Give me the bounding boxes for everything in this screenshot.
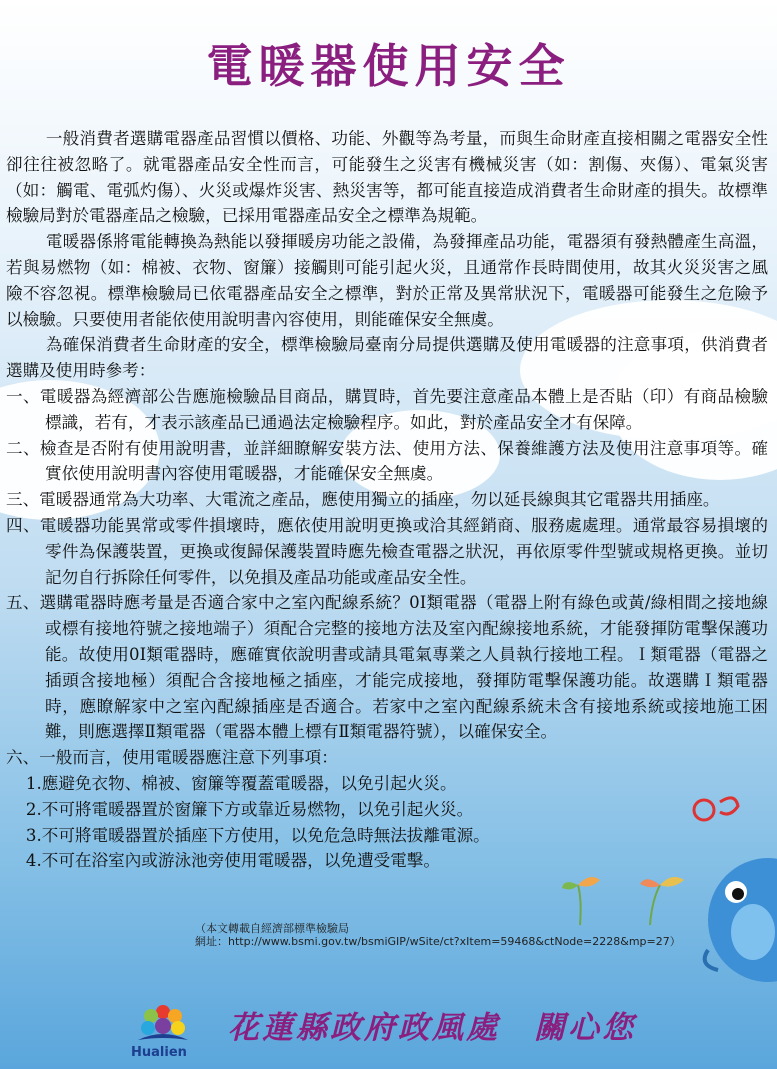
blue-bird-icon <box>698 840 777 1000</box>
list-item: 四、電暖器功能異常或零件損壞時，應依使用說明更換或洽其經銷商、服務處處理。通常最容易損壞的零件為保護裝置，更換或復歸保護裝置時應先檢查電器之狀況，再依原零件型號或規格更換。並切記勿自行拆除任何零件，以免損及產品功能或產品安全性。 <box>6 515 768 587</box>
article-body <box>6 126 768 874</box>
sub-list-item: 2.不可將電暖器置於窗簾下方或靠近易燃物，以免引起火災。 <box>25 799 474 819</box>
list-item: 三、電暖器通常為大功率、大電流之產品，應使用獨立的插座，勿以延長線與其它電器共用插座。 <box>6 490 720 510</box>
intro-paragraph: 一般消費者選購電器產品習慣以價格、功能、外觀等為考量，而與生命財產直接相關之電器安全性卻往往被忽略了。就電器產品安全性而言，可能發生之災害有機械災害（如：割傷、夾傷）、電氣災害（如：觸電、電弧灼傷）、火災或爆炸災害、熱災害等，都可能直接造成消費者生命財產的損失。故標準檢驗局對於電器產品之檢驗，已採用電器產品安全之標準為規範。 <box>6 129 768 226</box>
sub-list-item: 4.不可在浴室內或游泳池旁使用電暖器，以免遭受電擊。 <box>25 851 440 871</box>
list-item: 六、一般而言，使用電暖器應注意下列事項： <box>6 748 338 768</box>
intro-paragraph: 為確保消費者生命財產的安全，標準檢驗局臺南分局提供選購及使用電暖器的注意事項，供消費者選購及使用時參考： <box>6 335 768 381</box>
source-note-line: （本文轉載自經濟部標準檢驗局 <box>195 922 349 935</box>
sub-list-item: 3.不可將電暖器置於插座下方使用，以免危急時無法拔離電源。 <box>25 825 490 845</box>
page-title: 電暖器使用安全 <box>206 39 571 93</box>
sprout-decoration-icon <box>560 860 700 930</box>
footer-slogan: 花蓮縣政府政風處 關心您 <box>228 1010 636 1046</box>
list-item: 二、檢查是否附有使用說明書，並詳細瞭解安裝方法、使用方法、保養維護方法及使用注意事項等。確實依使用說明書內容使用電暖器，才能確保安全無虞。 <box>6 438 768 484</box>
sub-list-item: 1.應避免衣物、棉被、窗簾等覆蓋電暖器，以免引起火災。 <box>25 773 457 793</box>
source-url: 網址：http://www.bsmi.gov.tw/bsmiGIP/wSite/ct?xItem=59468&ctNode=2228&mp=27） <box>195 935 681 948</box>
logo-wordmark: Hualien <box>131 1045 187 1060</box>
list-item: 一、電暖器為經濟部公告應施檢驗品目商品，購買時，首先要注意產品本體上是否貼（印）有商品檢驗標識，若有，才表示該產品已通過法定檢驗程序。如此，對於產品安全才有保障。 <box>6 386 768 432</box>
list-item: 五、選購電器時應考量是否適合家中之室內配線系統？0I類電器（電器上附有綠色或黃/綠相間之接地線或標有接地符號之接地端子）須配合完整的接地方法及室內配線接地系統，才能發揮防電擊保護功能。故使用0I類電器時，應確實依說明書或請具電氣專業之人員執行接地工程。Ｉ類電器（電器之插頭含接地極）須配合含接地極之插座，才能完成接地，發揮防電擊保護功能。故選購Ｉ類電器時，應瞭解家中之室內配線插座是否適合。若家中之室內配線系統未含有接地系統或接地施工困難，則應選擇Ⅱ類電器（電器本體上標有Ⅱ類電器符號），以確保安全。 <box>6 593 768 742</box>
red-swirl-icon <box>690 792 745 827</box>
intro-paragraph: 電暖器係將電能轉換為熱能以發揮暖房功能之設備，為發揮產品功能，電器須有發熱體產生高溫，若與易燃物（如：棉被、衣物、窗簾）接觸則可能引起火災，且通常作長時間使用，故其火災災害之風險不容忽視。標準檢驗局已依電器產品安全之標準，對於正常及異常狀況下，電暖器可能發生之危險予以檢驗。只要使用者能依使用說明書內容使用，則能確保安全無虞。 <box>6 232 768 329</box>
